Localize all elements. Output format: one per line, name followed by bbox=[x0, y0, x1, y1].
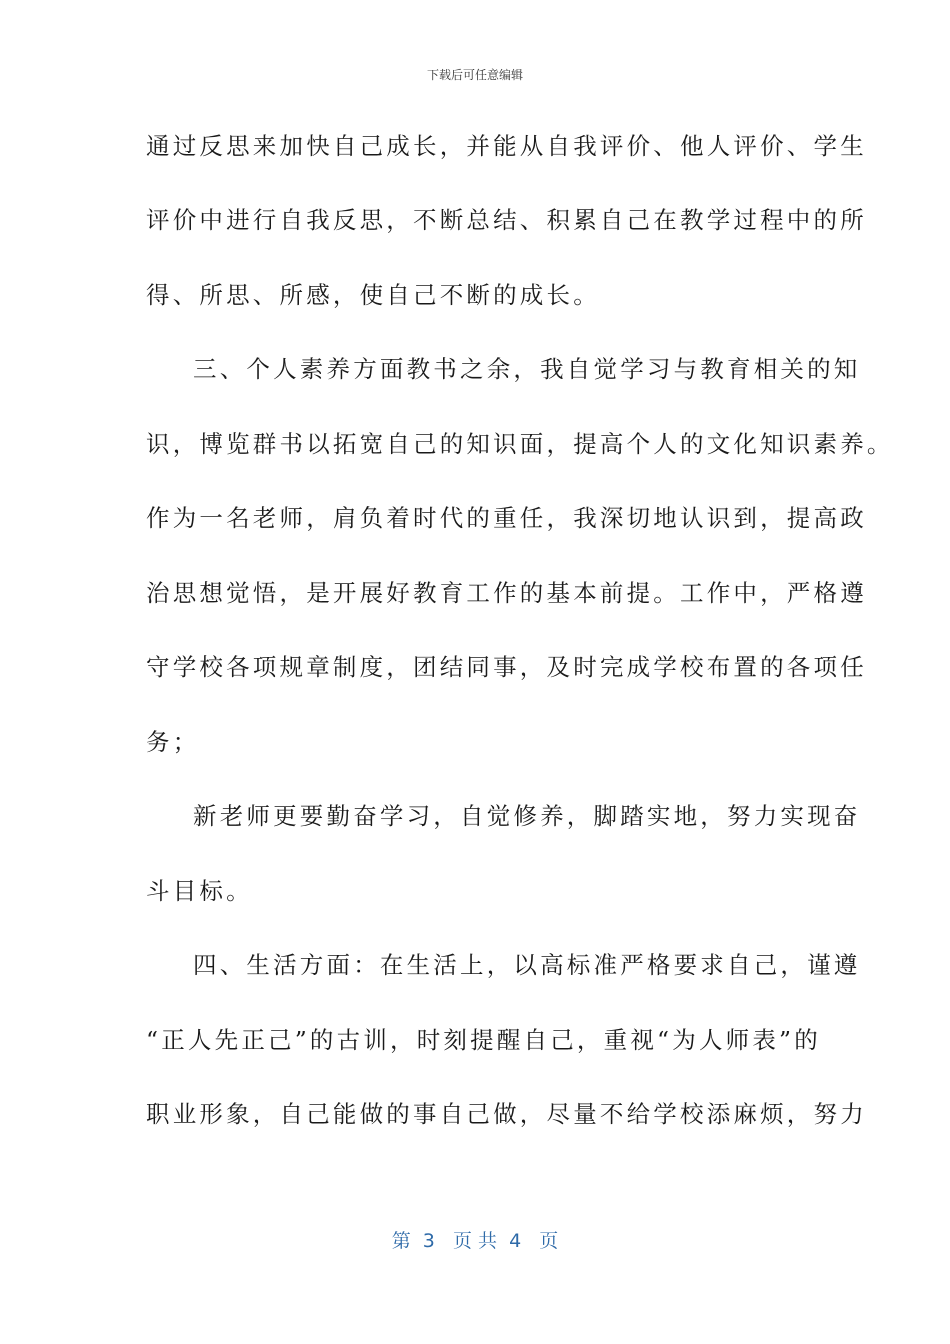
body-line-9: 务； bbox=[146, 728, 200, 756]
body-line-14: 职业形象，自己能做的事自己做，尽量不给学校添麻烦，努力 bbox=[146, 1100, 867, 1128]
body-line-3: 得、所思、所感，使自己不断的成长。 bbox=[146, 281, 600, 309]
body-line-10: 新老师更要勤奋学习，自觉修养，脚踏实地，努力实现奋 bbox=[193, 802, 861, 830]
page-header: 下载后可任意编辑 bbox=[426, 68, 523, 82]
body-line-1: 通过反思来加快自己成长，并能从自我评价、他人评价、学生 bbox=[146, 132, 867, 160]
body-line-6: 作为一名老师，肩负着时代的重任，我深切地认识到，提高政 bbox=[146, 504, 867, 532]
body-line-5: 识，博览群书以拓宽自己的知识面，提高个人的文化知识素养。 bbox=[146, 430, 894, 458]
body-line-12: 四、生活方面：在生活上，以高标准严格要求自己，谨遵 bbox=[193, 951, 861, 979]
body-line-13: “正人先正己”的古训，时刻提醒自己，重视“为人师表”的 bbox=[146, 1026, 821, 1054]
page-number-footer: 第 3 页 共 4 页 bbox=[391, 1230, 559, 1252]
body-line-4: 三、个人素养方面教书之余，我自觉学习与教育相关的知 bbox=[193, 355, 861, 383]
body-line-7: 治思想觉悟，是开展好教育工作的基本前提。工作中，严格遵 bbox=[146, 579, 867, 607]
body-line-8: 守学校各项规章制度，团结同事，及时完成学校布置的各项任 bbox=[146, 653, 867, 681]
body-line-11: 斗目标。 bbox=[146, 877, 253, 905]
body-line-2: 评价中进行自我反思，不断总结、积累自己在教学过程中的所 bbox=[146, 206, 867, 234]
